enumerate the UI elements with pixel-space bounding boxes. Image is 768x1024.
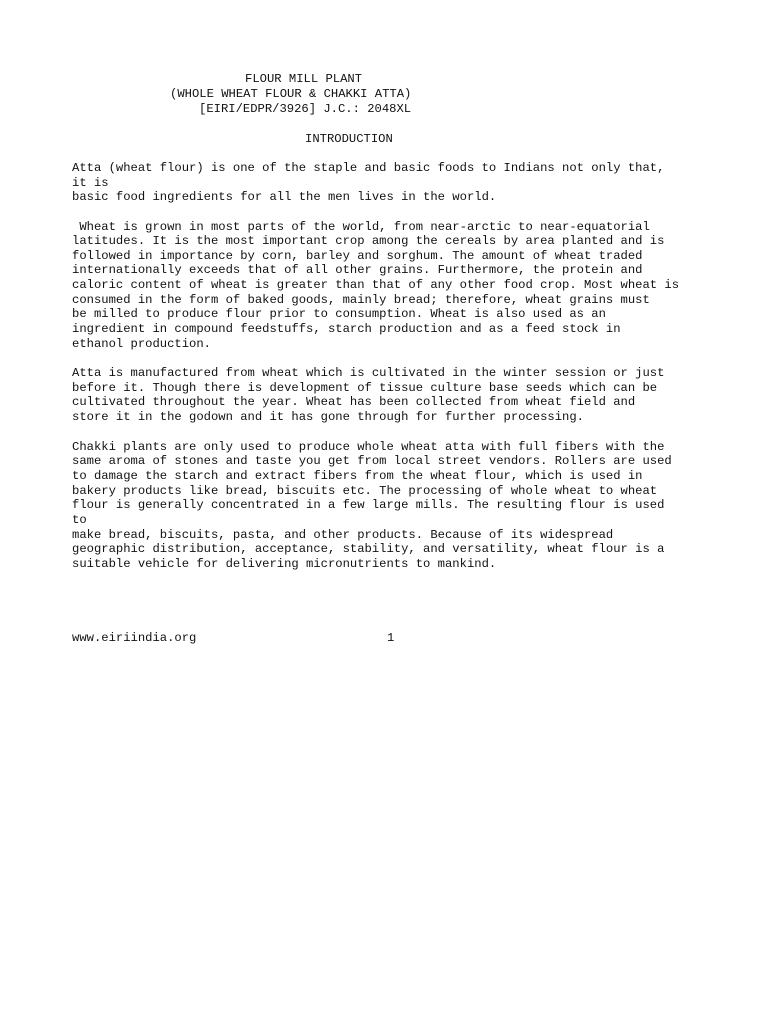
document-subtitle: (WHOLE WHEAT FLOUR & CHAKKI ATTA) <box>170 87 412 101</box>
text-line: make bread, biscuits, pasta, and other products. Because of its widespread <box>72 528 614 542</box>
text-line: followed in importance by corn, barley and sorghum. The amount of wheat traded <box>72 249 643 263</box>
document-code: [EIRI/EDPR/3926] J.C.: 2048XL <box>199 102 412 116</box>
text-line: basic food ingredients for all the men lives in the world. <box>72 190 497 204</box>
text-line: store it in the godown and it has gone through for further processing. <box>72 410 584 424</box>
section-heading: INTRODUCTION <box>305 132 393 146</box>
text-line: Atta is manufactured from wheat which is cultivated in the winter session or just <box>72 366 665 380</box>
text-line: bakery products like bread, biscuits etc. The processing of whole wheat to wheat <box>72 484 658 498</box>
text-line: suitable vehicle for delivering micronutrients to mankind. <box>72 557 497 571</box>
text-line: internationally exceeds that of all other grains. Furthermore, the protein and <box>72 263 643 277</box>
footer-website: www.eiriindia.org <box>72 631 197 645</box>
text-line: geographic distribution, acceptance, stability, and versatility, wheat flour is a <box>72 542 665 556</box>
text-line: same aroma of stones and taste you get from local street vendors. Rollers are used <box>72 454 672 468</box>
document-title: FLOUR MILL PLANT <box>245 72 363 86</box>
text-line: latitudes. It is the most important crop among the cereals by area planted and is <box>72 234 665 248</box>
text-line: caloric content of wheat is greater than that of any other food crop. Most wheat is <box>72 278 680 292</box>
text-line: it is <box>72 176 109 190</box>
text-line: consumed in the form of baked goods, mainly bread; therefore, wheat grains must <box>72 293 650 307</box>
text-line: Chakki plants are only used to produce whole wheat atta with full fibers with the <box>72 440 665 454</box>
text-line: ethanol production. <box>72 337 211 351</box>
text-line: flour is generally concentrated in a few large mills. The resulting flour is used <box>72 498 665 512</box>
text-line: ingredient in compound feedstuffs, starch production and as a feed stock in <box>72 322 621 336</box>
text-line: to damage the starch and extract fibers from the wheat flour, which is used in <box>72 469 643 483</box>
page-number: 1 <box>387 631 395 645</box>
text-line: Atta (wheat flour) is one of the staple and basic foods to Indians not only that, <box>72 161 665 175</box>
text-line: Wheat is grown in most parts of the world, from near-arctic to near-equatorial <box>72 220 650 234</box>
text-line: cultivated throughout the year. Wheat has been collected from wheat field and <box>72 395 636 409</box>
text-line: before it. Though there is development of tissue culture base seeds which can be <box>72 381 658 395</box>
text-line: to <box>72 513 87 527</box>
text-line: be milled to produce flour prior to consumption. Wheat is also used as an <box>72 307 606 321</box>
